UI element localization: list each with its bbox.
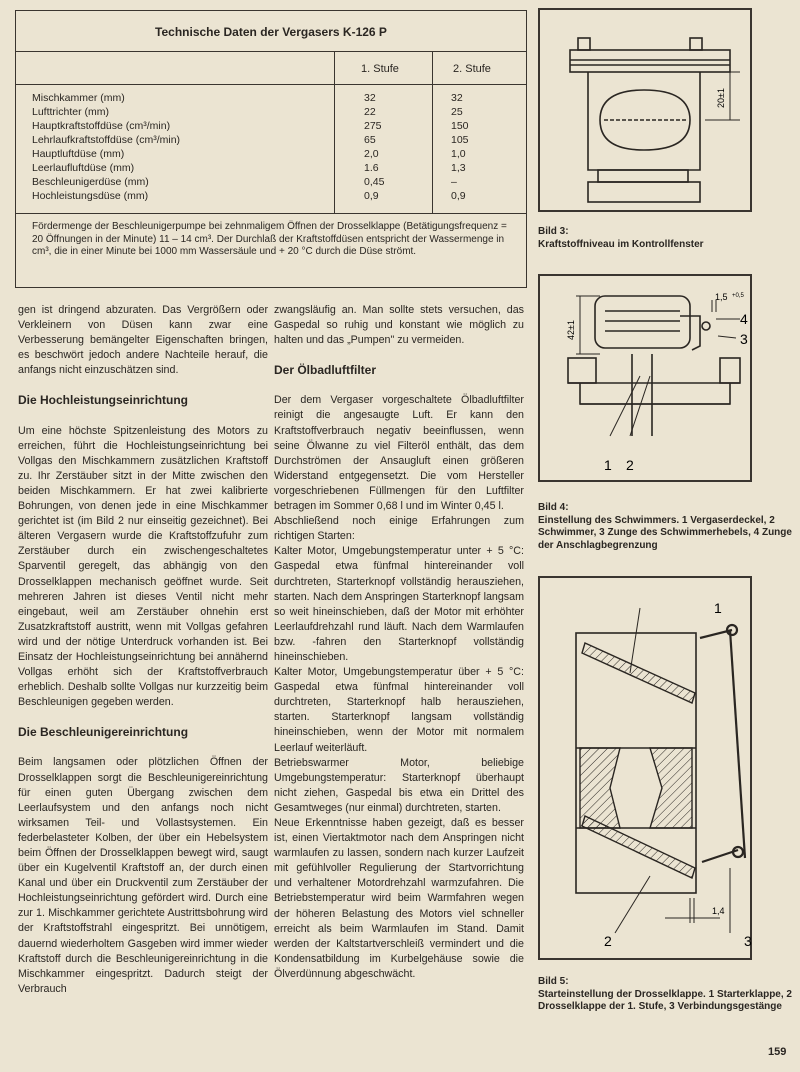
divider xyxy=(16,213,526,214)
paragraph: Abschließend noch einige Erfahrungen zum richtigen Starten: xyxy=(274,515,524,543)
section-heading: Die Hochleistungseinrichtung xyxy=(18,393,189,408)
page-number: 159 xyxy=(768,1046,787,1058)
figure-5-drawing xyxy=(538,576,752,960)
paragraph: Kalter Motor, Umgebungstemperatur unter + 5 °C: Gaspedal etwa fünfmal hintereinander voll durchtreten, Starterknopf vollständig herausziehen, starten. Nach dem Anspringen Starterknopf langsam so weit hineinschieben, daß der Motor mit erhöhter Leerlaufdrehzahl rund läuft. Nach dem Warmlaufen bzw. -fahren den Starterknopf vollständig hineinschieben. xyxy=(274,545,524,663)
table-title: Technische Daten der Vergasers K-126 P xyxy=(155,25,387,39)
divider xyxy=(16,84,526,85)
text-column-left xyxy=(18,303,268,997)
paragraph: Beim langsamen oder plötzlichen Öffnen der Drosselklappen sorgt die Beschleunigereinrichtung für einen guten Übergang zwischen dem Leerlaufsystem und den anfangs noch nicht wirksamen Teil- und Vollastsystemen. Ein federbelasteter Kolben, der über ein Hebelsystem beim Öffnen der Drosselklappen bewegt wird, saugt über ein Kugelventil Kraftstoff an, der durch einen Kanal und über ein Druckventil zum Zerstäuber der Hochleistungseinrichtung gefördert wird. Durch eine zur 1. Mischkammer gerichtete Austrittsbohrung wird der Kraftstoffstrahl eingespritzt. Bei unnötigem, dauernd wiederholtem Gasgeben wird immer wieder Kraftstoff durch die Beschleunigereinrichtung in die Mischkammer eingespritzt. Dadurch steigt der Verbrauch xyxy=(18,756,268,995)
carburetor-sight-glass-drawing xyxy=(540,10,750,210)
figure-5-caption: Bild 5: Starteinstellung der Drosselklappe. 1 Starterklappe, 2 Drosselklappe der 1. Stufe, 3 Verbindungsgestänge xyxy=(538,976,792,1012)
table-row: Lehrlaufkraftstoffdüse (cm³/min) 65 105 xyxy=(32,134,469,146)
paragraph: gen ist dringend abzuraten. Das Vergrößern oder Verkleinern von Düsen kann zwar eine Verbesserung bemängelter Eigenschaften bringen, es beschwört jedoch andere Nachteile herauf, die anfangs nicht einzuschätzen sind. xyxy=(18,304,268,377)
technical-data-table xyxy=(15,10,527,288)
table-row: Beschleunigerdüse (mm) 0,45 – xyxy=(32,176,457,188)
divider xyxy=(16,51,526,52)
throttle-start-drawing xyxy=(540,578,750,958)
column-header-stufe2: 2. Stufe xyxy=(453,63,491,75)
section-heading: Der Ölbadluftfilter xyxy=(274,363,377,378)
column-header-stufe1: 1. Stufe xyxy=(361,63,399,75)
table-row: Lufttrichter (mm) 22 25 xyxy=(32,106,463,118)
figure-3-drawing xyxy=(538,8,752,212)
dimension-label: 1,5 xyxy=(715,292,728,302)
table-row: Leerlaufluftdüse (mm) 1.6 1,3 xyxy=(32,162,466,174)
paragraph: Der dem Vergaser vorgeschaltete Ölbadluftfilter reinigt die angesaugte Luft. Er kann den Kraftstoffverbrauch negativ beeinflussen, wenn seine Ölwanne zu viel Filteröl enthält, das dem Durchströmen der Ansaugluft einen größeren Widerstand entgegensetzt. Die vom Hersteller vorgeschriebenen Füllmengen für den Luftfilter betragen im Sommer 0,68 l und im Winter 0,45 l. xyxy=(274,394,524,513)
figure-4-drawing xyxy=(538,274,752,482)
table-row: Hauptluftdüse (mm) 2,0 1,0 xyxy=(32,148,466,160)
dimension-label: 1,4 xyxy=(712,906,725,916)
part-number-1: 1 xyxy=(604,457,612,473)
table-row: Hauptkraftstoffdüse (cm³/min) 275 150 xyxy=(32,120,469,132)
text-column-middle xyxy=(274,303,524,982)
table-row: Mischkammer (mm) 32 32 xyxy=(32,92,463,104)
part-number-2: 2 xyxy=(604,933,612,949)
part-number-3: 3 xyxy=(744,933,752,949)
float-adjustment-drawing xyxy=(540,276,750,480)
paragraph: Neue Erkenntnisse haben gezeigt, daß es besser ist, einen Viertaktmotor nach dem Anspringen nicht warmlaufen zu lassen, sondern nach kurzer Laufzeit mit gefühlvoller Regulierung der Startvorrichtung und verhaltener Motordrehzahl warmzufahren. Die Betriebstemperatur wird beim Warmfahren wegen der höheren Belastung des Motors viel schneller erreicht als beim Warmlaufen im Stand. Damit werden der Kaltstartverschleiß vermindert und die Kondensatbildung im Kurbelgehäuse sowie die Ölverdünnung abgeschwächt. xyxy=(274,817,524,980)
section-heading: Die Beschleunigereinrichtung xyxy=(18,725,189,740)
figure-4-caption: Bild 4: Einstellung des Schwimmers. 1 Vergaserdeckel, 2 Schwimmer, 3 Zunge des Schwimmerhebels, 4 Zunge der Anschlagbegrenzung xyxy=(538,502,792,551)
table-note: Fördermenge der Beschleunigerpumpe bei zehnmaligem Öffnen der Drosselklappe (Betätigungsfrequenz = 20 Öffnungen in der Minute) 11 – 14 cm³. Der Durchlaß der Kraftstoffdüsen entspricht der Wassermenge in cm³, die in einer Minute bei 1000 mm Wassersäule und + 20 °C durch die Düse strömt. xyxy=(32,221,507,257)
dimension-label: 20±1 xyxy=(716,88,726,108)
paragraph: Um eine höchste Spitzenleistung des Motors zu erreichen, führt die Hochleistungseinrichtung bei Vollgas den Mischkammern zusätzlichen Kraftstoff zu. Ihr Zerstäuber sitzt in der Mitte zwischen den beiden Mischkammern. Er hat zwei kalibrierte Bohrungen, von denen jede in eine Mischkammer gerichtet ist (im Bild 2 nur einseitig gezeichnet). Bei älteren Vergasern wurde die Kraftstoffzufuhr zum Zerstäuber durch ein zwischengeschaltetes Sparventil geregelt, das abhängig von den Drosselklappen mechanisch geöffnet wurde. Seit mehreren Jahren ist dieses Ventil nicht mehr eingebaut, weil am Zerstäuber ohnehin erst Zusatzkraftstoff austritt, wenn mit Vollgas gefahren wird und der nötige Unterdruck vorhanden ist. Bei Einsatz der Hochleistungseinrichtung bei annähernd Vollgas erhöht sich der Kraftstoffverbrauch erheblich. Deshalb sollte Vollgas nur kurzzeitig beim Beschleunigen gegeben werden. xyxy=(18,424,268,709)
part-number-1: 1 xyxy=(714,600,722,616)
part-number-4: 4 xyxy=(740,311,748,327)
dimension-label: 42±1 xyxy=(566,320,576,340)
part-number-2: 2 xyxy=(626,457,634,473)
table-row: Hochleistungsdüse (mm) 0,9 0,9 xyxy=(32,190,466,202)
paragraph: Kalter Motor, Umgebungstemperatur über + 5 °C: Gaspedal etwa fünfmal hintereinander voll durchtreten, Starterknopf halb herausziehen, starten. Starterknopf langsam vollständig hineinschieben, wenn der Motor mit normalem Leerlauf weiterläuft. xyxy=(274,666,524,754)
figure-3-caption: Bild 3: Kraftstoffniveau im Kontrollfenster xyxy=(538,226,704,250)
paragraph: zwangsläufig an. Man sollte stets versuchen, das Gaspedal so ruhig und konstant wie möglich zu halten und das „Pumpen" zu vermeiden. xyxy=(274,304,524,347)
paragraph: Betriebswarmer Motor, beliebige Umgebungstemperatur: Starterknopf überhaupt nicht ziehen, Gaspedal bis etwa ein Drittel des Gesamtweges (nur einmal) durchtreten, starten. xyxy=(274,756,524,814)
part-number-3: 3 xyxy=(740,331,748,347)
dimension-tolerance: +0,5 xyxy=(732,293,744,299)
